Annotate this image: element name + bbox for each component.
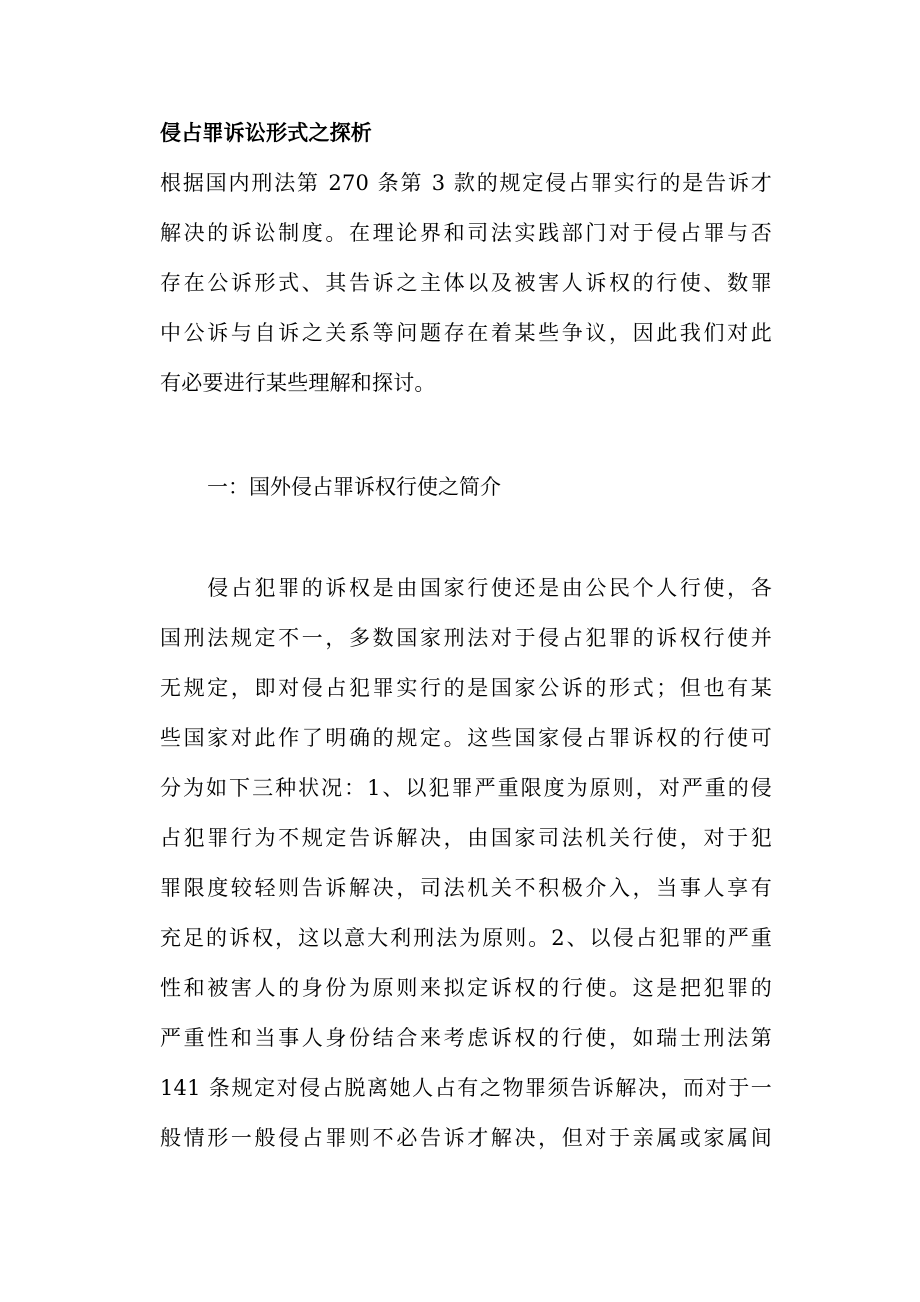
body-line: 严重性和当事人身份结合来考虑诉权的行使，如瑞士刑法第: [160, 1026, 772, 1050]
intro-line: 存在公诉形式、其告诉之主体以及被害人诉权的行使、数罪: [160, 271, 772, 295]
body-line: 国刑法规定不一，多数国家刑法对于侵占犯罪的诉权行使并: [160, 626, 772, 650]
body-line: 侵占犯罪的诉权是由国家行使还是由公民个人行使，各: [160, 576, 772, 600]
body-line: 141 条规定对侵占脱离她人占有之物罪须告诉解决，而对于一: [160, 1076, 772, 1100]
body-line: 占犯罪行为不规定告诉解决，由国家司法机关行使，对于犯: [160, 826, 772, 850]
body-line: 充足的诉权，这以意大利刑法为原则。2、以侵占犯罪的严重: [160, 926, 772, 950]
body-line: 性和被害人的身份为原则来拟定诉权的行使。这是把犯罪的: [160, 976, 772, 1000]
body-line: 分为如下三种状况：1、以犯罪严重限度为原则，对严重的侵: [160, 776, 772, 800]
body-line: 些国家对此作了明确的规定。这些国家侵占罪诉权的行使可: [160, 726, 772, 750]
body-paragraph: [160, 563, 772, 1163]
document-title: 侵占罪诉讼形式之探析: [160, 120, 372, 145]
body-line: 罪限度较轻则告诉解决，司法机关不积极介入，当事人享有: [160, 876, 772, 900]
body-line: 般情形一般侵占罪则不必告诉才解决，但对于亲属或家属间: [160, 1126, 772, 1150]
intro-line: 根据国内刑法第 270 条第 3 款的规定侵占罪实行的是告诉才: [160, 171, 772, 195]
body-line: 无规定，即对侵占犯罪实行的是国家公诉的形式；但也有某: [160, 676, 772, 700]
section-heading: 一：国外侵占罪诉权行使之简介: [207, 475, 501, 499]
intro-line: 解决的诉讼制度。在理论界和司法实践部门对于侵占罪与否: [160, 221, 772, 245]
intro-paragraph: [160, 158, 772, 408]
intro-line: 中公诉与自诉之关系等问题存在着某些争议，因此我们对此: [160, 321, 772, 345]
intro-line: 有必要进行某些理解和探讨。: [160, 371, 436, 395]
